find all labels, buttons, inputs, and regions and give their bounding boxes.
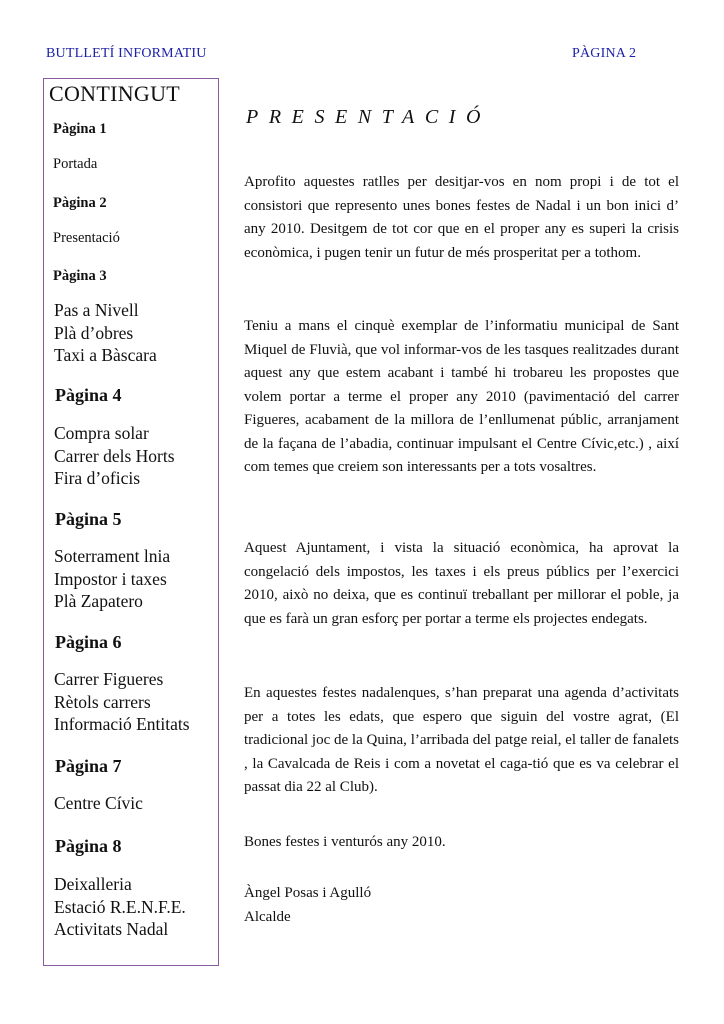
toc-page-8-items (54, 873, 186, 941)
toc-page-2-item: Presentació (53, 230, 120, 246)
toc-title: CONTINGUT (49, 81, 181, 106)
page-number: PÀGINA 2 (572, 46, 637, 61)
signature-name: Àngel Posas i Agulló (244, 885, 372, 901)
article-paragraph: Aprofito aquestes ratlles per desitjar-vos en nom propi i de tot el consistori que represento unes bones festes de Nadal i un bon inici d’ any 2010. Desitgem de tot cor que en el proper any es superi la crisis econòmica, i pugen tenir un futur de més prosperitat per a tothom. (244, 174, 679, 261)
article-closing: Bones festes i venturós any 2010. (244, 834, 446, 850)
toc-page-3-item: Taxi a Bàscara (54, 345, 157, 365)
toc-page-4-items (54, 422, 175, 490)
toc-page-4-item: Carrer dels Horts (54, 445, 175, 466)
toc-page-5-item: Plà Zapatero (54, 591, 143, 611)
toc-page-4-label: Pàgina 4 (55, 385, 122, 405)
toc-page-7-label: Pàgina 7 (55, 756, 122, 776)
article-paragraph: Teniu a mans el cinquè exemplar de l’informatiu municipal de Sant Miquel de Fluvià, que vol informar-vos de les tasques realitzades durant aquest any que estem acabant i també hi trobareu les propostes que volem portar a terme el proper any 2010 (pavimentació del carrer Figueres, acabament de la millora de l’enllumenat públic, arranjament de la façana de l’abadia, continuar impulsant el Centre Cívic,etc.) , així com temes que creiem son interessants per a tots vosaltres. (244, 318, 679, 475)
toc-page-5-label: Pàgina 5 (55, 509, 122, 529)
toc-page-7-item: Centre Cívic (54, 793, 143, 813)
toc-page-3-items (54, 299, 157, 367)
article-paragraph: En aquestes festes nadalenques, s’han preparat una agenda d’activitats per a totes les edats, que espero que siguin del vostre agrat, (El tradicional joc de la Quina, l’arribada del patge reial, el taller de fanalets , la Cavalcada de Reis i com a novetat el caga-tió que es va celebrar el passat dia 22 al Club). (244, 685, 679, 795)
toc-page-3-item: Plà d’obres (54, 322, 134, 343)
toc-page-8-item: Activitats Nadal (54, 919, 169, 939)
article-title: PRESENTACIÓ (246, 106, 492, 128)
table-of-contents (43, 78, 219, 966)
toc-page-3-label: Pàgina 3 (53, 268, 107, 284)
toc-page-6-label: Pàgina 6 (55, 632, 122, 652)
signature-role: Alcalde (244, 909, 291, 925)
newsletter-title: BUTLLETÍ INFORMATIU (46, 46, 207, 61)
toc-page-6-item: Informació Entitats (54, 714, 190, 734)
toc-page-4-item: Fira d’oficis (54, 468, 141, 488)
toc-page-2-label: Pàgina 2 (53, 195, 107, 211)
toc-page-7-items (54, 792, 143, 815)
toc-page-6-items (54, 668, 190, 736)
toc-page-8-label: Pàgina 8 (55, 836, 122, 856)
article-paragraph: Aquest Ajuntament, i vista la situació econòmica, ha aprovat la congelació dels impostos, les taxes i els preus públics per l’exercici 2010, això no deixa, que es continuï treballant per millorar el poble, ja que es farà un gran esforç per portar a terme els projectes endegats. (244, 540, 679, 627)
toc-page-8-item: Deixalleria (54, 874, 132, 894)
toc-page-5-item: Impostor i taxes (54, 568, 167, 589)
toc-page-3-item: Pas a Nivell (54, 300, 139, 320)
toc-page-5-item: Soterrament lnia (54, 546, 171, 566)
toc-page-6-item: Carrer Figueres (54, 669, 164, 689)
toc-page-1-item: Portada (53, 156, 98, 172)
toc-page-4-item: Compra solar (54, 423, 149, 443)
toc-page-1-label: Pàgina 1 (53, 121, 107, 137)
toc-page-8-item: Estació R.E.N.F.E. (54, 896, 186, 917)
toc-page-6-item: Rètols carrers (54, 691, 151, 712)
toc-page-5-items (54, 545, 170, 613)
